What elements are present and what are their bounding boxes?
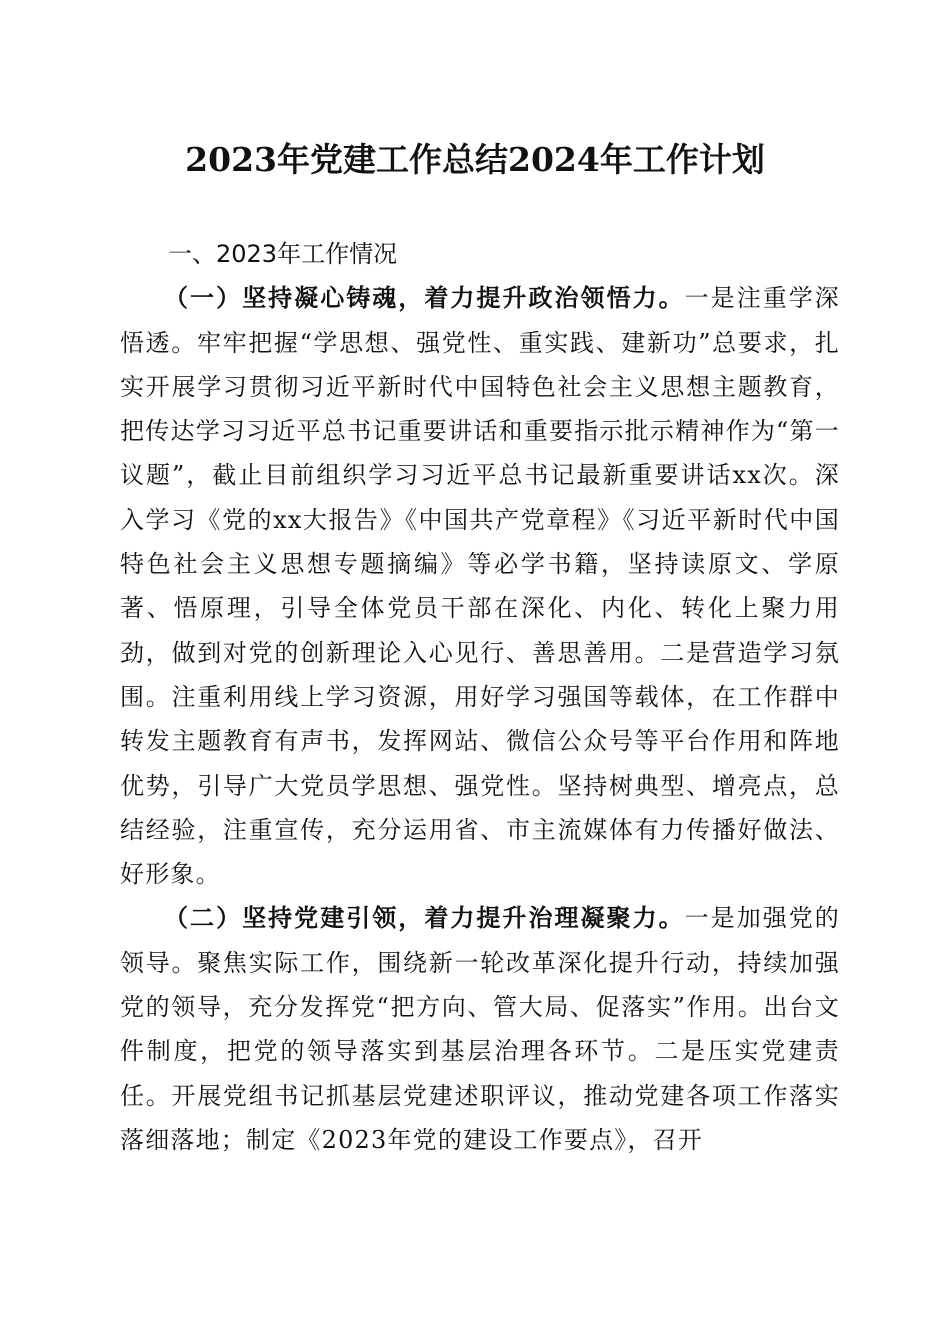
document-title: 2023年党建工作总结2024年工作计划 xyxy=(185,140,765,179)
paragraph-2 xyxy=(120,896,840,1162)
paragraph-1-lead: （一）坚持凝心铸魂，着力提升政治领悟力。 xyxy=(164,283,685,313)
paragraph-2-text: 一是加强党的领导。聚焦实际工作，围绕新一轮改革深化提升行动，持续加强党的领导，充分发挥党“把方向、管大局、促落实”作用。出台文件制度，把党的领导落实到基层治理各环节。二是压实党建责任。开展党组书记抓基层党建述职评议，推动党建各项工作落实落细落地；制定《2023年党的建设工作要点》，召开 xyxy=(120,904,840,1154)
paragraph-1-text: 一是注重学深悟透。牢牢把握“学思想、强党性、重实践、建新功”总要求，扎实开展学习贯彻习近平新时代中国特色社会主义思想主题教育，把传达学习习近平总书记重要讲话和重要指示批示精神作为“第一议题”，截止目前组织学习习近平总书记最新重要讲话xx次。深入学习《党的xx大报告》《中国共产党章程》《习近平新时代中国特色社会主义思想专题摘编》等必学书籍，坚持读原文、学原著、悟原理，引导全体党员干部在深化、内化、转化上聚力用劲，做到对党的创新理论入心见行、善思善用。二是营造学习氛围。注重利用线上学习资源，用好学习强国等载体，在工作群中转发主题教育有声书，发挥网站、微信公众号等平台作用和阵地优势，引导广大党员学思想、强党性。坚持树典型、增亮点，总结经验，注重宣传，充分运用省、市主流媒体有力传播好做法、好形象。 xyxy=(120,284,840,889)
paragraph-2-lead: （二）坚持党建引领，着力提升治理凝聚力。 xyxy=(164,903,685,933)
paragraph-1 xyxy=(120,276,840,896)
document-body xyxy=(120,232,840,1162)
section-heading: 一、2023年工作情况 xyxy=(168,240,398,268)
